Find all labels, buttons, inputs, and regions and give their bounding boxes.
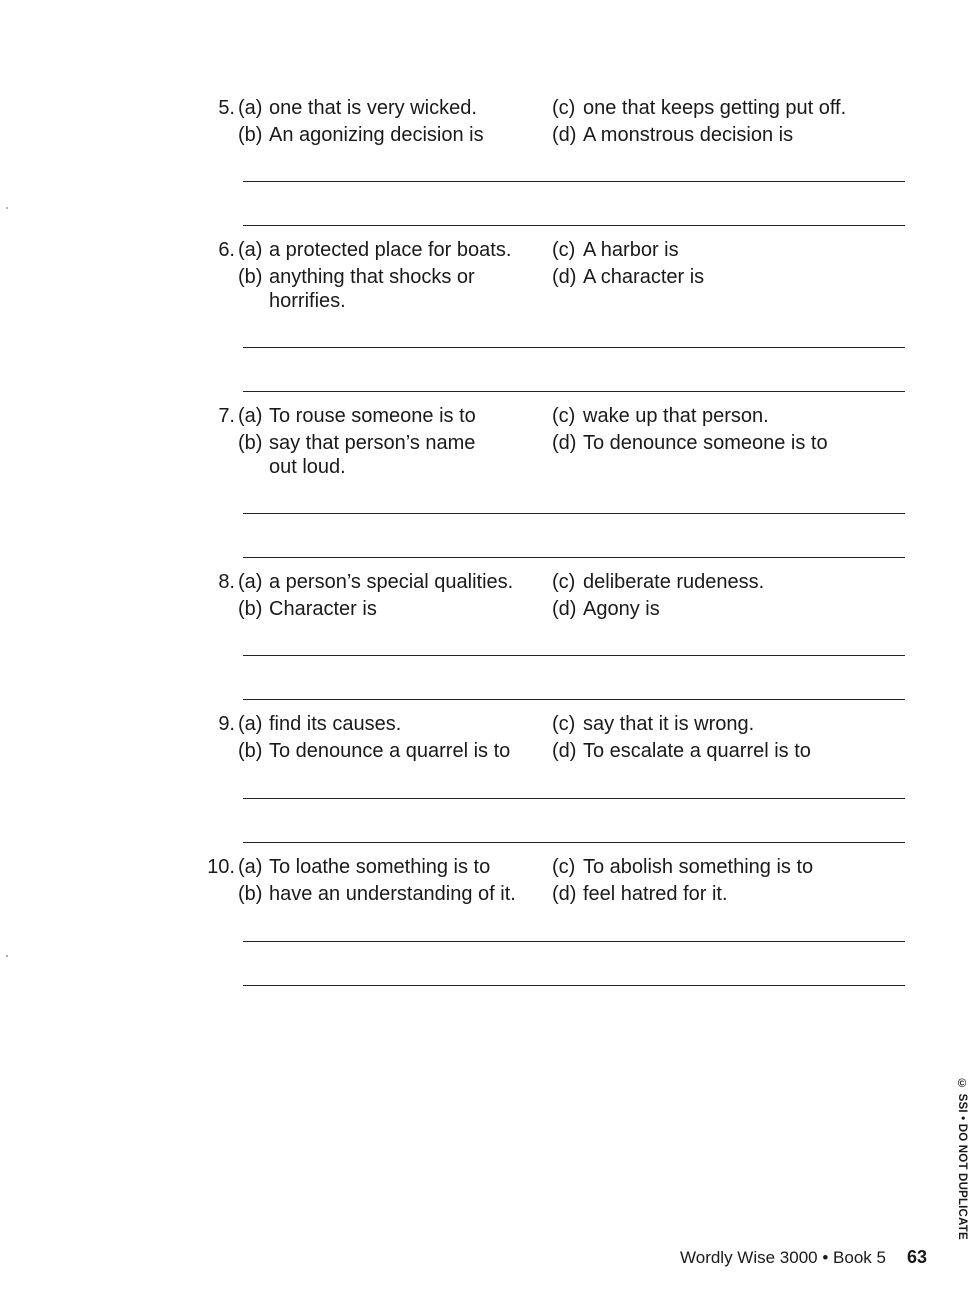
option-b-label: (b) <box>238 883 263 905</box>
option-b-text: have an understanding of it. <box>269 883 516 905</box>
option-a-text: one that is very wicked. <box>269 97 477 119</box>
option-d-label: (d) <box>552 124 577 146</box>
option-b-label: (b) <box>238 740 263 762</box>
option-a-label: (a) <box>238 405 263 427</box>
item-number: 8. <box>218 571 235 593</box>
item-number: 6. <box>218 239 235 261</box>
option-d-label: (d) <box>552 266 577 288</box>
option-c-label: (c) <box>552 856 576 878</box>
option-a-label: (a) <box>238 713 263 735</box>
option-b-text: To denounce a quarrel is to <box>269 740 511 762</box>
option-c-text: A harbor is <box>583 239 679 261</box>
option-d-text: To denounce someone is to <box>583 432 828 454</box>
option-c-label: (c) <box>552 405 576 427</box>
option-d-text: Agony is <box>583 598 660 620</box>
answer-line[interactable] <box>243 699 905 700</box>
option-b-label: (b) <box>238 124 263 146</box>
option-c-text: say that it is wrong. <box>583 713 755 735</box>
option-d-label: (d) <box>552 740 577 762</box>
option-b-text: Character is <box>269 598 377 620</box>
option-c-label: (c) <box>552 239 576 261</box>
answer-line[interactable] <box>243 347 905 348</box>
option-d-text: A character is <box>583 266 705 288</box>
option-c-text: wake up that person. <box>583 405 769 427</box>
option-b-label: (b) <box>238 598 263 620</box>
option-a-label: (a) <box>238 856 263 878</box>
option-a-label: (a) <box>238 239 263 261</box>
answer-line[interactable] <box>243 391 905 392</box>
option-b-continuation: horrifies. <box>269 290 346 312</box>
page-footer <box>680 1247 928 1268</box>
item-number: 10. <box>207 856 235 878</box>
answer-line[interactable] <box>243 655 905 656</box>
margin-speck <box>6 955 8 957</box>
option-a-text: a person’s special qualities. <box>269 571 514 593</box>
answer-line[interactable] <box>243 181 905 182</box>
answer-line[interactable] <box>243 842 905 843</box>
option-a-label: (a) <box>238 97 263 119</box>
option-a-text: find its causes. <box>269 713 402 735</box>
option-d-text: feel hatred for it. <box>583 883 728 905</box>
option-c-text: To abolish something is to <box>583 856 814 878</box>
option-a-text: To loathe something is to <box>269 856 491 878</box>
option-d-text: To escalate a quarrel is to <box>583 740 811 762</box>
answer-line[interactable] <box>243 513 905 514</box>
option-b-text: anything that shocks or <box>269 266 475 288</box>
option-d-label: (d) <box>552 598 577 620</box>
option-c-text: one that keeps getting put off. <box>583 97 847 119</box>
answer-line[interactable] <box>243 985 905 986</box>
item-number: 9. <box>218 713 235 735</box>
option-c-label: (c) <box>552 97 576 119</box>
option-a-text: a protected place for boats. <box>269 239 512 261</box>
option-c-text: deliberate rudeness. <box>583 571 765 593</box>
option-b-continuation: out loud. <box>269 456 346 478</box>
page-number: 63 <box>907 1247 928 1267</box>
option-d-text: A monstrous decision is <box>583 124 794 146</box>
option-d-label: (d) <box>552 432 577 454</box>
option-b-label: (b) <box>238 266 263 288</box>
option-a-label: (a) <box>238 571 263 593</box>
option-b-text: say that person’s name <box>269 432 476 454</box>
answer-line[interactable] <box>243 941 905 942</box>
option-b-label: (b) <box>238 432 263 454</box>
option-d-label: (d) <box>552 883 577 905</box>
answer-line[interactable] <box>243 798 905 799</box>
option-a-text: To rouse someone is to <box>269 405 476 427</box>
option-c-label: (c) <box>552 713 576 735</box>
margin-speck <box>6 207 8 209</box>
book-title: Wordly Wise 3000 • Book 5 <box>680 1248 886 1267</box>
item-number: 5. <box>218 97 235 119</box>
option-b-text: An agonizing decision is <box>269 124 484 146</box>
answer-line[interactable] <box>243 225 905 226</box>
item-number: 7. <box>218 405 235 427</box>
answer-line[interactable] <box>243 557 905 558</box>
option-c-label: (c) <box>552 571 576 593</box>
copyright-notice: © SSI • DO NOT DUPLICATE <box>956 1078 968 1240</box>
